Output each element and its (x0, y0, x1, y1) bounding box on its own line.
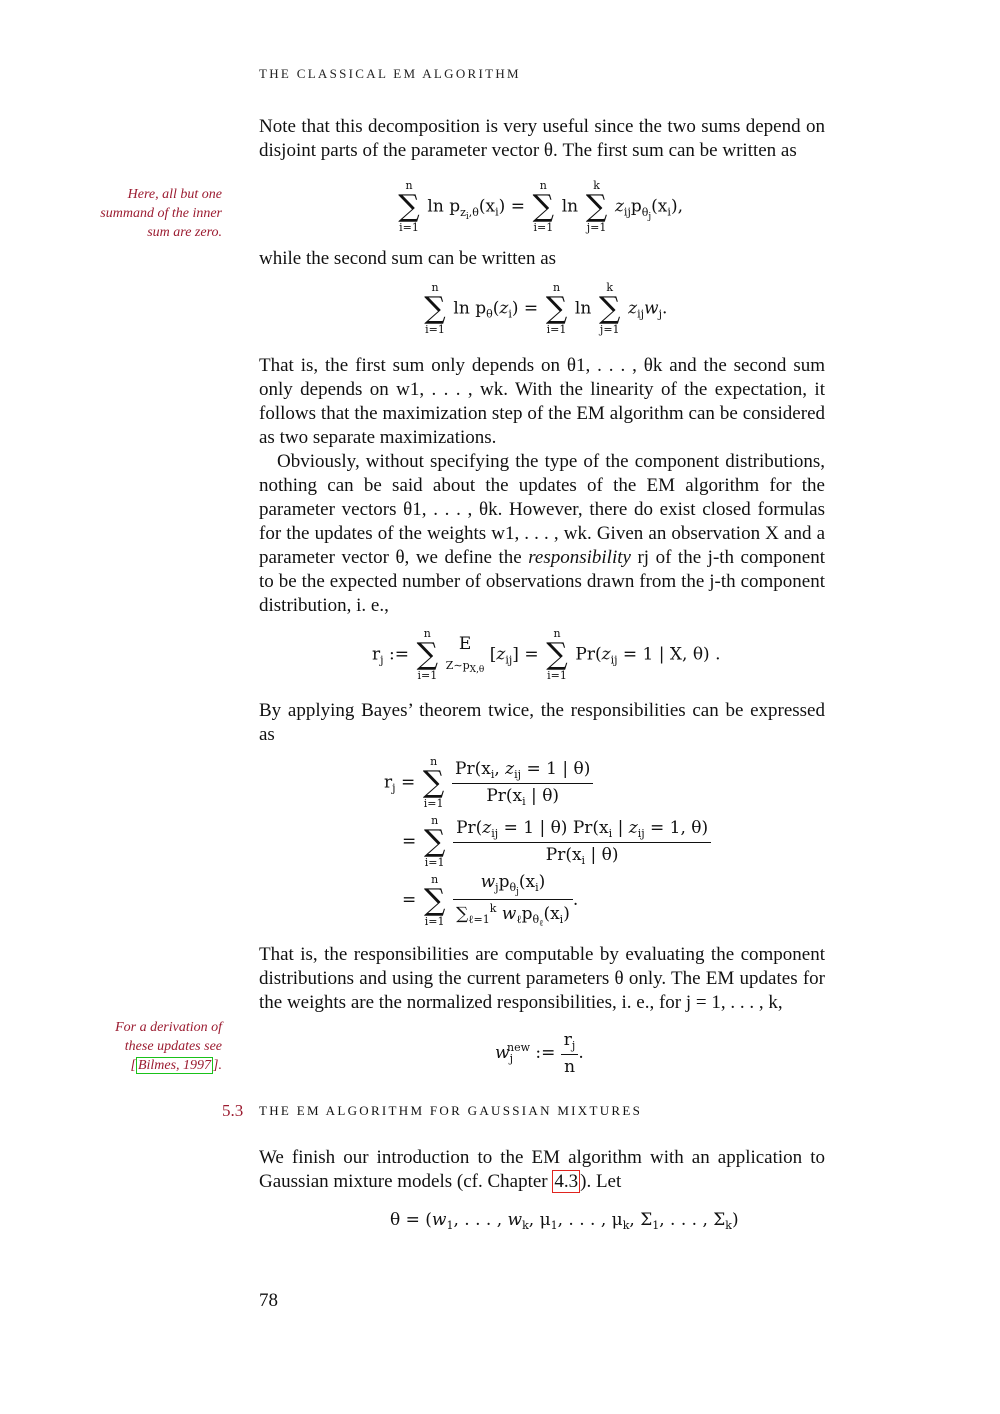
equation-responsibility-definition: $r_j$ := n ∑ i=1 E $Z\sim p_{X,\theta}$ $[z_{ij}]$ = n ∑ i=1 $Pr(z_{ij} = 1$ | X, θ) . (372, 627, 721, 682)
equation-bayes-line-3: = n ∑ i=1 $\frac{w_jp_{\theta_j}(x_i)}{\sum_{\ell=1}^k w_\ell p_{\theta_\ell}(x_i)}$ . (402, 872, 579, 930)
paragraph-5: By applying Bayes’ theorem twice, the responsibilities can be expressed as (259, 700, 825, 745)
margin-note-1: Here, all but one summand of the inner sum are zero. (100, 187, 222, 240)
margin-note-2-text-b: ]. (213, 1058, 222, 1073)
paragraph-6: That is, the responsibilities are computable by evaluating the component distributions and using the current parameters θ only. The EM updates for the weights are the normalized responsibilities, i. e., for j = 1, . . . , k, (259, 944, 825, 1013)
running-header: THE CLASSICAL EM ALGORITHM (259, 66, 521, 81)
paragraph-1: Note that this decomposition is very useful since the two sums depend on disjoint parts of the parameter vector θ. The first sum can be written as (259, 116, 825, 161)
term-responsibility: responsibility (528, 547, 631, 568)
margin-note-2-text-a: For a derivation of these updates see [ (115, 1020, 222, 1073)
paragraph-7-text-b: ). Let (580, 1171, 622, 1192)
equation-theta-parameters: $\theta = (w_1$, . . . , $w_k$, $\mu_1$, . . . , $\mu_k$, $\Sigma_1$, . . . , $\Sigma_k$) (390, 1210, 739, 1232)
section-number: 5.3 (222, 1101, 244, 1120)
paragraph-4 (259, 450, 825, 618)
paragraph-3: That is, the first sum only depends on θ1, . . . , θk and the second sum only depends on w1, . . . , wk. With the linearity of the expectation, it follows that the maximization step of the EM algorithm can be considered as two separate maximizations. (259, 355, 825, 448)
section-title: THE EM ALGORITHM FOR GAUSSIAN MIXTURES (259, 1103, 643, 1118)
chapter-link-4-3[interactable]: 4.3 (554, 1171, 579, 1192)
equation-bayes-line-1: $r_j$ = n ∑ i=1 $\frac{Pr(x_i, z_{ij} = 1 | \theta)}{Pr(x_i | \theta)}$ (384, 756, 593, 810)
equation-first-sum: n ∑ i=1 $\ln p_{z_i,\theta}(x_i)$ = n ∑ i=1 ln k ∑ j=1 $z_{ij}p_{\theta_j}(x_i)$, (398, 179, 683, 234)
equation-bayes-line-2: = n ∑ i=1 $\frac{Pr(z_{ij} = 1 | \theta) Pr(x_i | z_{ij} = 1, \theta)}{Pr(x_i | \theta)}$ (402, 815, 711, 869)
page-number: 78 (259, 1290, 278, 1311)
paragraph-2: while the second sum can be written as (259, 248, 557, 269)
paragraph-4-text-a: Obviously, without specifying the type of the component distributions, nothing can be said about the updates of the EM algorithm for the parameter vectors θ1, . . . , θk. However, there do exist closed formulas for the updates of the weights w1, . . . , wk. Given an observation X and a parameter vector θ, we define the (259, 451, 825, 568)
margin-note-2 (100, 1018, 222, 1075)
paragraph-4-text-b: rj of the j-th component to be the expected number of observations drawn from the j-th component distribution, i. e., (259, 547, 825, 616)
equation-weight-update: $w_j^{new}$ := $\frac{r_j}{n}$ . (495, 1030, 584, 1077)
citation-link-bilmes[interactable]: Bilmes, 1997 (137, 1058, 212, 1073)
paragraph-7 (259, 1146, 825, 1194)
equation-second-sum: n ∑ i=1 $\ln p_\theta(z_i)$ = n ∑ i=1 ln k ∑ j=1 $z_{ij}w_j$. (424, 281, 668, 336)
paragraph-7-text-a: We finish our introduction to the EM algorithm with an application to Gaussian mixture models (cf. Chapter (259, 1147, 825, 1192)
